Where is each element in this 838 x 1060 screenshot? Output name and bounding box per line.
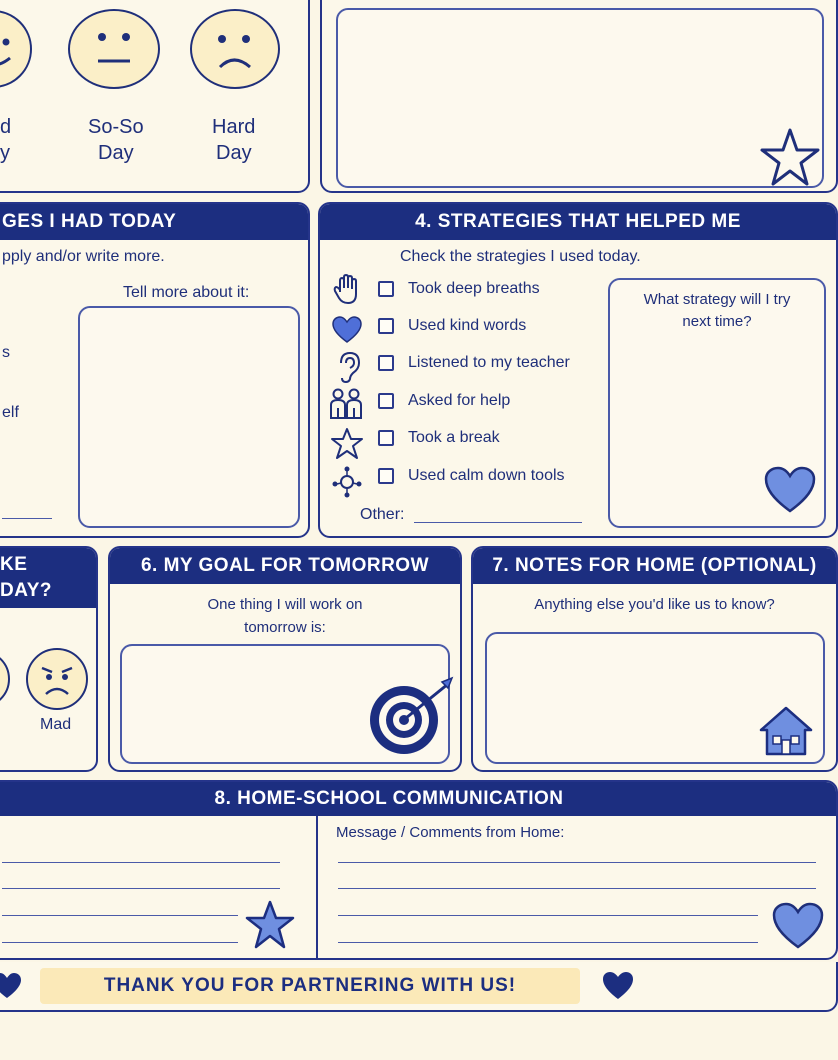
challenge-line[interactable] [2, 518, 52, 519]
so-so-label-line1: So-So [88, 116, 144, 138]
communication-panel [0, 780, 838, 960]
strategy-label: Took a break [408, 429, 500, 446]
house-icon [759, 706, 813, 756]
heart-icon [332, 316, 362, 344]
home-line[interactable] [338, 942, 758, 943]
drawing-box[interactable] [336, 8, 824, 188]
next-strategy-prompt-line2: next time? [682, 313, 752, 330]
so-so-label-line2: Day [98, 142, 134, 164]
calm-tools-icon [331, 466, 363, 498]
home-line[interactable] [338, 888, 816, 889]
goal-prompt-line1: One thing I will work on [207, 596, 363, 613]
communication-divider [316, 816, 318, 960]
feelings-panel [0, 0, 310, 193]
checkbox-took-break[interactable] [378, 430, 394, 446]
feel-day-header [0, 548, 96, 608]
strategy-label: Used kind words [408, 317, 527, 334]
home-comments-label: Message / Comments from Home: [336, 824, 565, 841]
challenge-fragment: s [2, 344, 10, 361]
hard-label-line2: Day [216, 142, 252, 164]
communication-header: 8. HOME-SCHOOL COMMUNICATION [0, 782, 836, 816]
school-line[interactable] [2, 915, 238, 916]
heart-icon [602, 971, 634, 1001]
challenges-header-text: GES I HAD TODAY [2, 211, 177, 232]
heart-icon [764, 466, 816, 514]
strategy-label: Took deep breaths [408, 280, 540, 297]
school-line[interactable] [2, 888, 280, 889]
heart-icon [0, 972, 22, 1000]
challenges-instruction: pply and/or write more. [2, 248, 165, 265]
notes-header: 7. NOTES FOR HOME (OPTIONAL) [473, 548, 836, 584]
notes-prompt: Anything else you'd like us to know? [534, 596, 775, 613]
mad-face-icon[interactable] [26, 648, 88, 710]
partial-face-icon[interactable] [0, 650, 10, 708]
strategies-panel [318, 202, 838, 538]
checkbox-kind-words[interactable] [378, 318, 394, 334]
other-line[interactable] [414, 522, 582, 523]
face-label-line2: y [0, 142, 10, 164]
so-so-face-icon[interactable] [68, 9, 160, 89]
feel-day-panel [0, 546, 98, 772]
goal-header: 6. MY GOAL FOR TOMORROW [110, 548, 460, 584]
happy-face-icon[interactable] [0, 10, 32, 88]
face-label-line1: d [0, 116, 12, 138]
strategy-label: Listened to my teacher [408, 354, 570, 371]
tell-more-label: Tell more about it: [123, 284, 250, 301]
challenge-fragment: elf [2, 404, 19, 421]
hand-icon [332, 274, 362, 306]
top-right-panel [320, 0, 838, 193]
heart-icon [772, 902, 824, 950]
tell-more-box[interactable] [78, 306, 300, 528]
home-line[interactable] [338, 915, 758, 916]
people-icon [329, 388, 363, 420]
notes-panel [471, 546, 838, 772]
checkbox-listened[interactable] [378, 355, 394, 371]
strategy-label: Used calm down tools [408, 467, 565, 484]
mad-label: Mad [40, 716, 72, 733]
star-icon [760, 128, 820, 188]
feel-day-header-line1: KE [0, 554, 28, 575]
ear-icon [336, 351, 362, 383]
goal-prompt-line2: tomorrow is: [244, 619, 326, 636]
checkbox-deep-breaths[interactable] [378, 281, 394, 297]
hard-label-line1: Hard [212, 116, 256, 138]
hard-face-icon[interactable] [190, 9, 280, 89]
thank-you-text: THANK YOU FOR PARTNERING WITH US! [103, 975, 517, 996]
strategies-instruction: Check the strategies I used today. [400, 248, 641, 265]
target-icon [366, 676, 456, 756]
star-icon [244, 900, 296, 950]
challenges-panel [0, 202, 310, 538]
challenges-header [0, 204, 308, 240]
feel-day-header-line2: DAY? [0, 580, 52, 601]
next-strategy-prompt-line1: What strategy will I try [643, 291, 791, 308]
checkbox-asked-help[interactable] [378, 393, 394, 409]
star-icon [331, 428, 363, 460]
goal-panel [108, 546, 462, 772]
home-line[interactable] [338, 862, 816, 863]
strategies-header: 4. STRATEGIES THAT HELPED ME [320, 204, 836, 240]
other-label: Other: [360, 506, 405, 523]
checkbox-calm-tools[interactable] [378, 468, 394, 484]
school-line[interactable] [2, 862, 280, 863]
school-line[interactable] [2, 942, 238, 943]
strategy-label: Asked for help [408, 392, 511, 409]
